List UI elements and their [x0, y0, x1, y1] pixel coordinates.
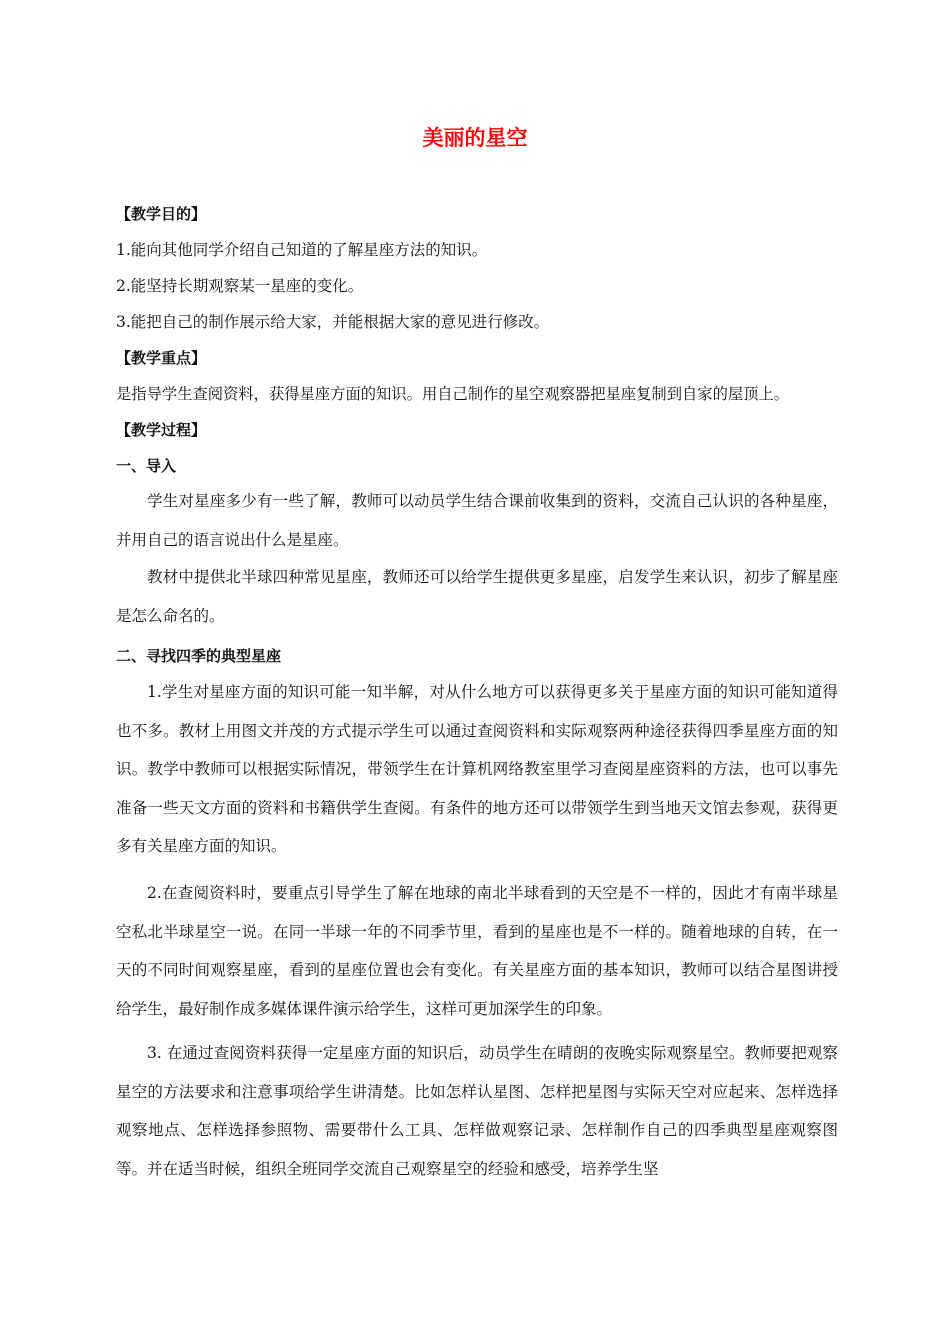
seasons-heading: 二、寻找四季的典型星座 [116, 647, 282, 665]
objective-item-2: 2.能坚持长期观察某一星座的变化。 [116, 277, 364, 295]
document-title: 美丽的星空 [422, 126, 528, 150]
seasons-paragraph-3: 3. 在通过查阅资料获得一定星座方面的知识后，动员学生在晴朗的夜晚实际观察星空。教师要把观察星空的方法要求和注意事项给学生讲清楚。比如怎样认星图、怎样把星图与实际天空对应起来、怎样选择观察地点、怎样选择参照物、需要带什么工具、怎样做观察记录、怎样制作自己的四季典型星座观察图等。并在适当时候，组织全班同学交流自己观察星空的经验和感受，培养学生坚 [116, 1044, 838, 1178]
seasons-paragraph-1: 1.学生对星座方面的知识可能一知半解，对从什么地方可以获得更多关于星座方面的知识可能知道得也不多。教材上用图文并茂的方式提示学生可以通过查阅资料和实际观察两种途径获得四季星座方面的知识。教学中教师可以根据实际情况，带领学生在计算机网络教室里学习查阅星座资料的方法，也可以事先准备一些天文方面的资料和书籍供学生查阅。有条件的地方还可以带领学生到当地天文馆去参观，获得更多有关星座方面的知识。 [116, 683, 838, 856]
objective-item-3: 3.能把自己的制作展示给大家，并能根据大家的意见进行修改。 [116, 313, 550, 331]
objectives-heading: 【教学目的】 [116, 205, 207, 223]
objective-item-1: 1.能向其他同学介绍自己知道的了解星座方法的知识。 [116, 241, 488, 259]
intro-heading: 一、导入 [116, 457, 177, 475]
intro-paragraph-1: 学生对星座多少有一些了解，教师可以动员学生结合课前收集到的资料，交流自己认识的各种星座，并用自己的语言说出什么是星座。 [116, 492, 838, 549]
key-points-text: 是指导学生查阅资料，获得星座方面的知识。用自己制作的星空观察器把星座复制到自家的屋顶上。 [116, 385, 790, 403]
process-heading: 【教学过程】 [116, 421, 207, 439]
intro-paragraph-2: 教材中提供北半球四种常见星座，教师还可以给学生提供更多星座，启发学生来认识，初步了解星座是怎么命名的。 [116, 568, 838, 625]
key-points-heading: 【教学重点】 [116, 349, 207, 367]
seasons-paragraph-2: 2.在查阅资料时，要重点引导学生了解在地球的南北半球看到的天空是不一样的，因此才有南半球星空私北半球星空一说。在同一半球一年的不同季节里，看到的星座也是不一样的。随着地球的自转，在一天的不同时间观察星座，看到的星座位置也会有变化。有关星座方面的基本知识，教师可以结合星图讲授给学生，最好制作成多媒体课件演示给学生，这样可更加深学生的印象。 [116, 884, 838, 1018]
